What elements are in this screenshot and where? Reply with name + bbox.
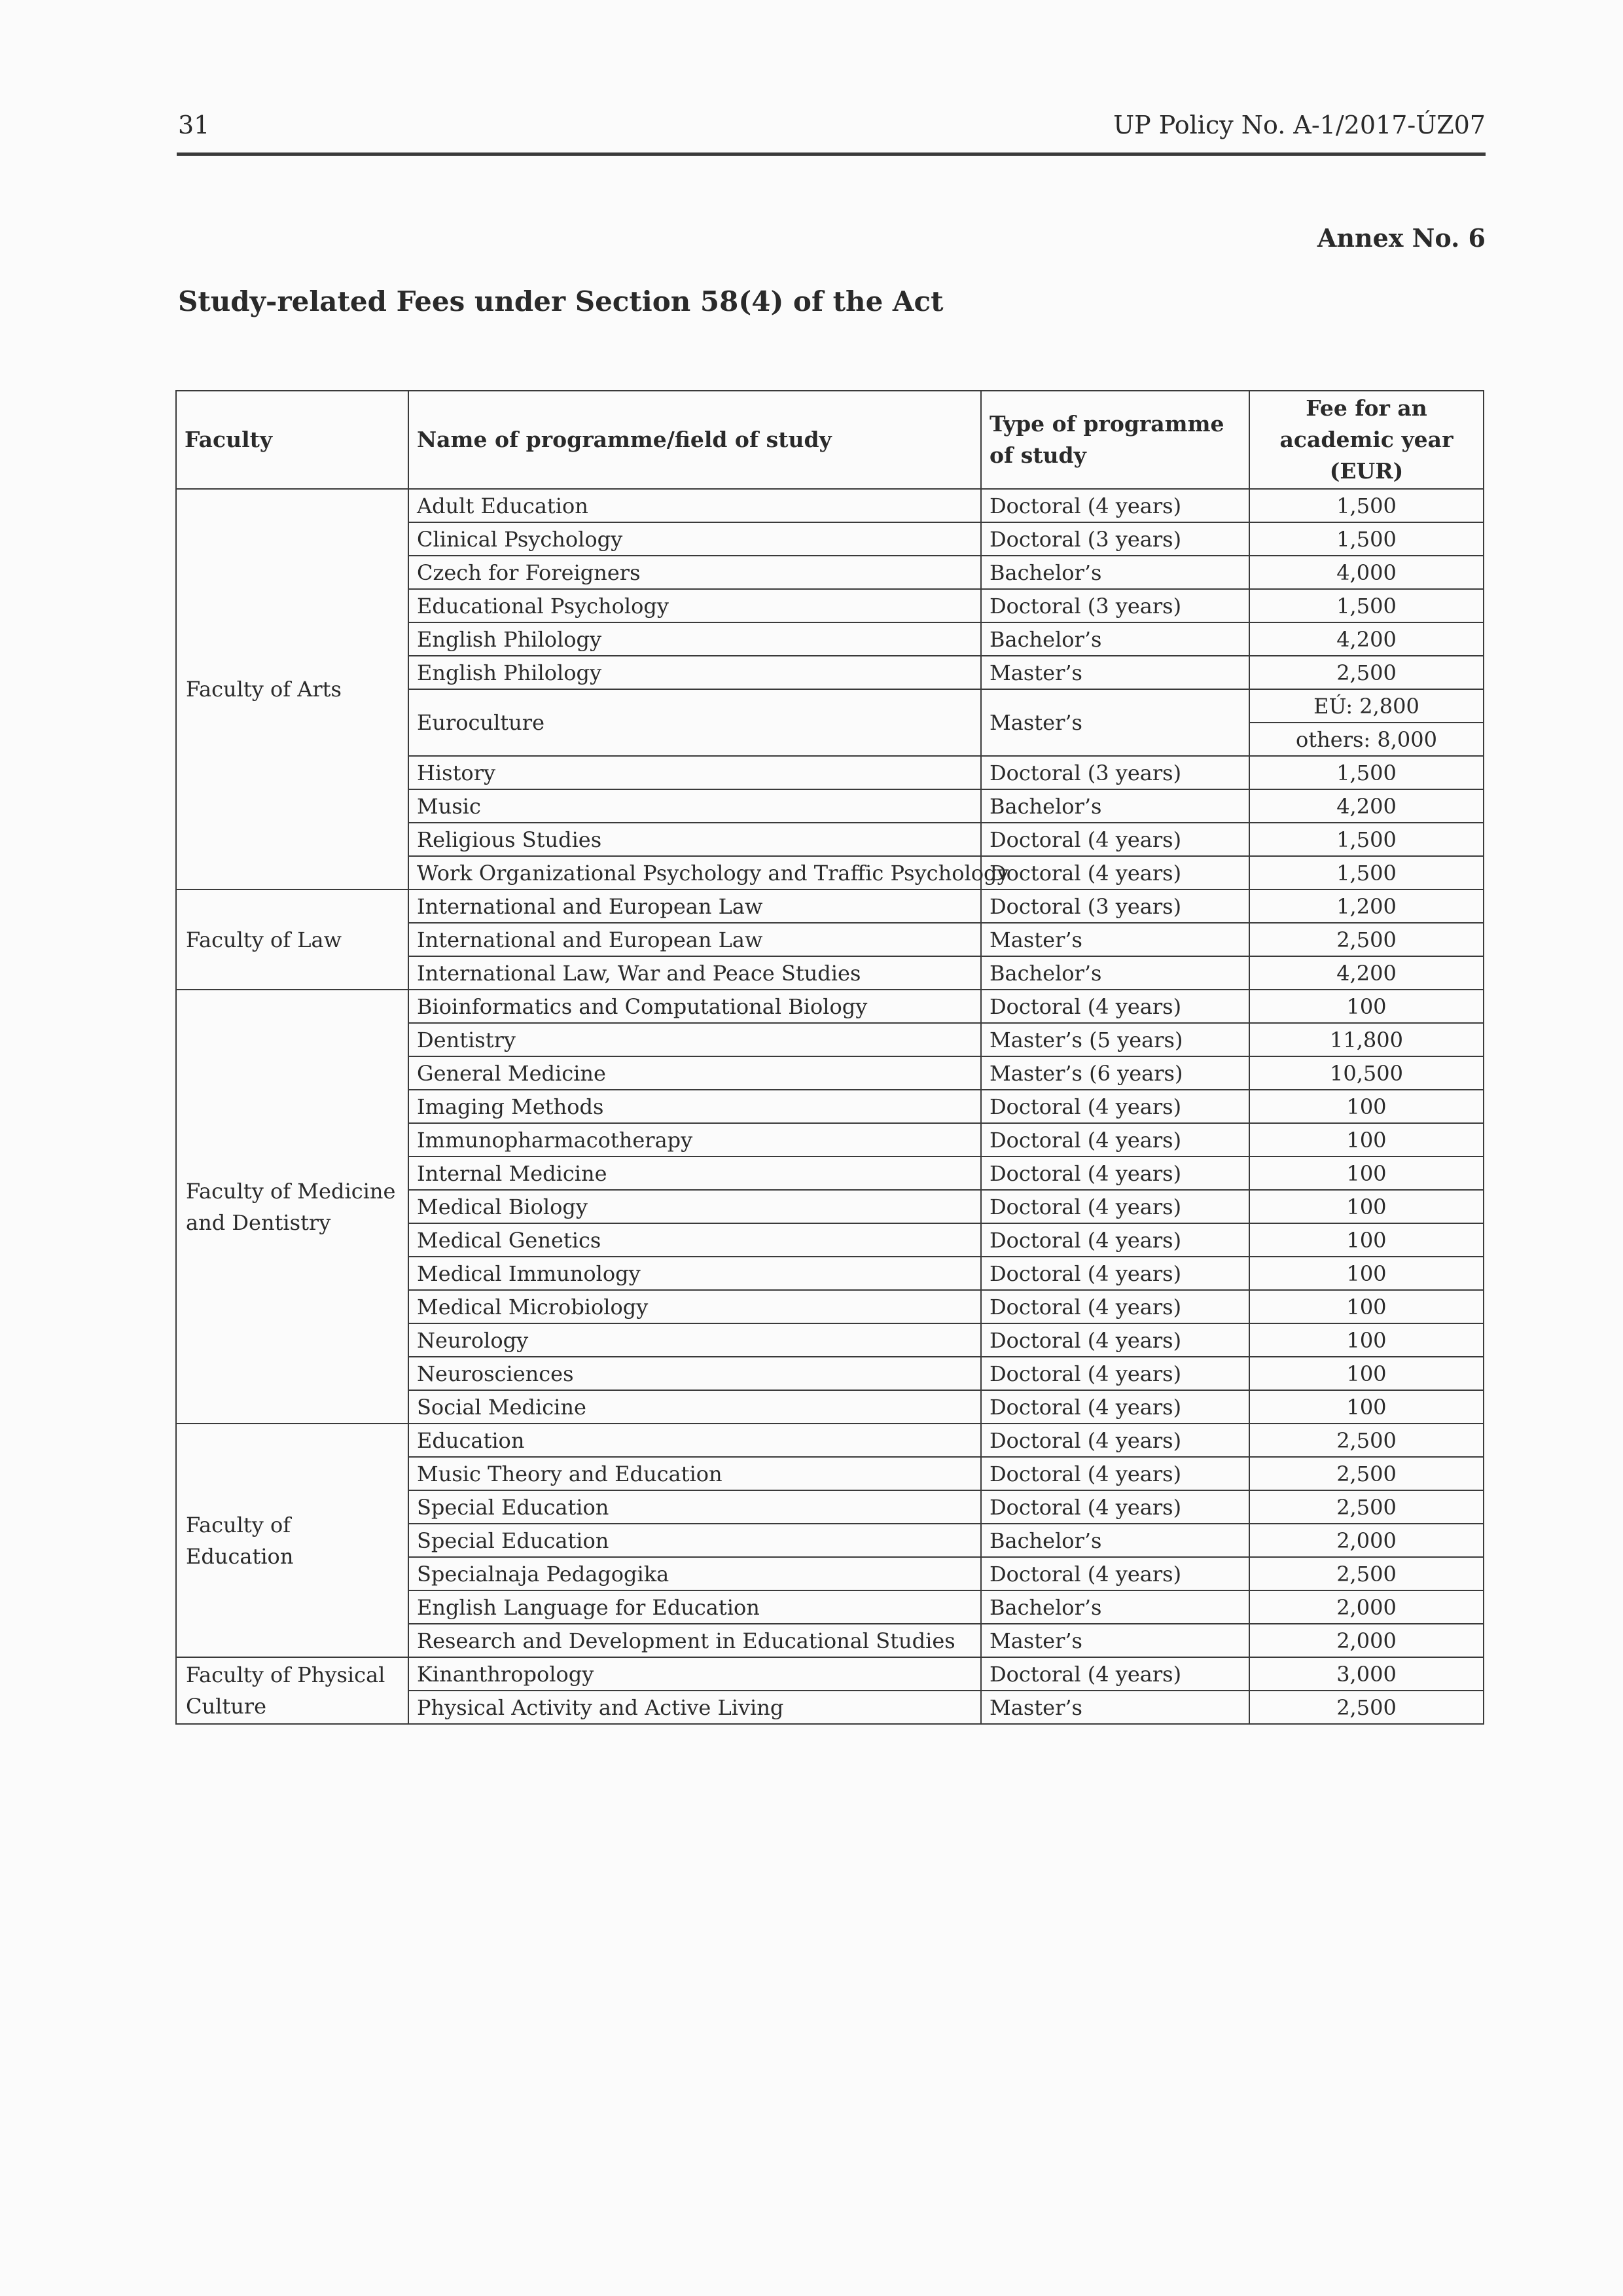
fee-cell: 100	[1249, 990, 1484, 1023]
fee-cell: 100	[1249, 1123, 1484, 1157]
type-cell: Doctoral (3 years)	[981, 889, 1249, 923]
fee-cell: 100	[1249, 1290, 1484, 1323]
faculty-cell: Faculty of Physical Culture	[176, 1657, 408, 1724]
programme-cell: Neurosciences	[408, 1357, 981, 1390]
type-cell: Doctoral (4 years)	[981, 1090, 1249, 1123]
type-cell: Master’s	[981, 1691, 1249, 1724]
programme-cell: Medical Immunology	[408, 1257, 981, 1290]
fee-cell: 1,500	[1249, 589, 1484, 622]
fee-cell: 2,500	[1249, 923, 1484, 956]
fee-cell: 100	[1249, 1090, 1484, 1123]
column-header-faculty: Faculty	[176, 391, 408, 489]
fee-cell: 2,500	[1249, 1457, 1484, 1490]
fee-cell: 100	[1249, 1223, 1484, 1257]
programme-cell: International Law, War and Peace Studies	[408, 956, 981, 990]
fee-cell: 1,500	[1249, 489, 1484, 522]
table-header-row	[176, 391, 1484, 489]
fees-table	[175, 390, 1484, 1725]
programme-cell: Medical Biology	[408, 1190, 981, 1223]
fee-cell: 2,500	[1249, 1691, 1484, 1724]
type-cell: Doctoral (4 years)	[981, 1657, 1249, 1691]
type-cell: Bachelor’s	[981, 956, 1249, 990]
programme-cell: Work Organizational Psychology and Traffic Psychology	[408, 856, 981, 889]
programme-cell: Specialnaja Pedagogika	[408, 1557, 981, 1590]
programme-cell: Clinical Psychology	[408, 522, 981, 556]
fee-cell: 2,500	[1249, 656, 1484, 689]
fee-cell: 3,000	[1249, 1657, 1484, 1691]
fee-cell: 1,500	[1249, 856, 1484, 889]
faculty-cell: Faculty of Law	[176, 889, 408, 990]
table-row	[176, 889, 1484, 923]
programme-cell: Special Education	[408, 1490, 981, 1524]
programme-cell: Kinanthropology	[408, 1657, 981, 1691]
programme-cell: English Language for Education	[408, 1590, 981, 1624]
type-cell: Doctoral (4 years)	[981, 1424, 1249, 1457]
type-cell: Bachelor’s	[981, 1524, 1249, 1557]
programme-cell: Religious Studies	[408, 823, 981, 856]
fee-cell: 100	[1249, 1257, 1484, 1290]
programme-cell: History	[408, 756, 981, 789]
fee-cell: 4,200	[1249, 956, 1484, 990]
type-cell: Doctoral (4 years)	[981, 489, 1249, 522]
table-row	[176, 1424, 1484, 1457]
fee-cell: 100	[1249, 1323, 1484, 1357]
type-cell: Doctoral (4 years)	[981, 1557, 1249, 1590]
programme-cell: Czech for Foreigners	[408, 556, 981, 589]
type-cell: Master’s	[981, 1624, 1249, 1657]
type-cell: Doctoral (4 years)	[981, 1157, 1249, 1190]
fee-cell: 2,500	[1249, 1490, 1484, 1524]
page-title: Study-related Fees under Section 58(4) of the Act	[178, 285, 944, 317]
fee-cell: 100	[1249, 1190, 1484, 1223]
programme-cell: English Philology	[408, 656, 981, 689]
type-cell: Bachelor’s	[981, 622, 1249, 656]
column-header-programme: Name of programme/field of study	[408, 391, 981, 489]
programme-cell: Educational Psychology	[408, 589, 981, 622]
programme-cell: Medical Microbiology	[408, 1290, 981, 1323]
table-row	[176, 1657, 1484, 1691]
programme-cell: Immunopharmacotherapy	[408, 1123, 981, 1157]
fee-cell: 2,500	[1249, 1424, 1484, 1457]
fee-cell-eu: EÚ: 2,800	[1249, 689, 1484, 723]
type-cell: Master’s (5 years)	[981, 1023, 1249, 1056]
programme-cell: Music Theory and Education	[408, 1457, 981, 1490]
fee-cell: 2,500	[1249, 1557, 1484, 1590]
faculty-cell: Faculty of Arts	[176, 489, 408, 889]
faculty-cell: Faculty of Education	[176, 1424, 408, 1657]
fee-cell: 1,500	[1249, 522, 1484, 556]
type-cell: Doctoral (3 years)	[981, 522, 1249, 556]
type-cell: Bachelor’s	[981, 1590, 1249, 1624]
programme-cell: Physical Activity and Active Living	[408, 1691, 981, 1724]
programme-cell: Medical Genetics	[408, 1223, 981, 1257]
fee-cell: 1,500	[1249, 823, 1484, 856]
fee-cell: 1,500	[1249, 756, 1484, 789]
fee-cell: 11,800	[1249, 1023, 1484, 1056]
type-cell: Doctoral (4 years)	[981, 1257, 1249, 1290]
table-row	[176, 990, 1484, 1023]
type-cell: Doctoral (4 years)	[981, 1390, 1249, 1424]
fee-cell: 2,000	[1249, 1524, 1484, 1557]
type-cell: Doctoral (4 years)	[981, 1123, 1249, 1157]
faculty-cell: Faculty of Medicine and Dentistry	[176, 990, 408, 1424]
type-cell: Master’s (6 years)	[981, 1056, 1249, 1090]
fee-cell: 2,000	[1249, 1624, 1484, 1657]
programme-cell: Neurology	[408, 1323, 981, 1357]
type-cell: Doctoral (4 years)	[981, 856, 1249, 889]
programme-cell: English Philology	[408, 622, 981, 656]
type-cell: Doctoral (4 years)	[981, 990, 1249, 1023]
type-cell: Bachelor’s	[981, 556, 1249, 589]
programme-cell: Imaging Methods	[408, 1090, 981, 1123]
programme-cell: General Medicine	[408, 1056, 981, 1090]
column-header-fee: Fee for an academic year (EUR)	[1249, 391, 1484, 489]
programme-cell: Social Medicine	[408, 1390, 981, 1424]
header-divider	[177, 152, 1486, 156]
programme-cell: Bioinformatics and Computational Biology	[408, 990, 981, 1023]
fee-cell: 4,200	[1249, 622, 1484, 656]
fee-cell: 4,000	[1249, 556, 1484, 589]
type-cell: Bachelor’s	[981, 789, 1249, 823]
fee-cell: 2,000	[1249, 1590, 1484, 1624]
type-cell: Doctoral (4 years)	[981, 1290, 1249, 1323]
type-cell: Doctoral (4 years)	[981, 1490, 1249, 1524]
type-cell: Doctoral (4 years)	[981, 1357, 1249, 1390]
type-cell: Doctoral (4 years)	[981, 1323, 1249, 1357]
type-cell: Doctoral (4 years)	[981, 1457, 1249, 1490]
type-cell: Master’s	[981, 923, 1249, 956]
fee-cell: 100	[1249, 1157, 1484, 1190]
programme-cell: Internal Medicine	[408, 1157, 981, 1190]
programme-cell: Music	[408, 789, 981, 823]
type-cell: Doctoral (4 years)	[981, 823, 1249, 856]
programme-cell: Euroculture	[408, 689, 981, 756]
programme-cell: Adult Education	[408, 489, 981, 522]
programme-cell: Education	[408, 1424, 981, 1457]
programme-cell: International and European Law	[408, 923, 981, 956]
programme-cell: International and European Law	[408, 889, 981, 923]
fee-cell: 100	[1249, 1357, 1484, 1390]
programme-cell: Dentistry	[408, 1023, 981, 1056]
type-cell: Master’s	[981, 656, 1249, 689]
type-cell: Doctoral (4 years)	[981, 1190, 1249, 1223]
column-header-type: Type of programme of study	[981, 391, 1249, 489]
fee-cell: 4,200	[1249, 789, 1484, 823]
annex-label: Annex No. 6	[1317, 223, 1486, 253]
programme-cell: Research and Development in Educational Studies	[408, 1624, 981, 1657]
fees-table-body	[176, 489, 1484, 1724]
fee-cell: 100	[1249, 1390, 1484, 1424]
fee-cell-others: others: 8,000	[1249, 723, 1484, 756]
type-cell: Doctoral (3 years)	[981, 589, 1249, 622]
type-cell: Doctoral (3 years)	[981, 756, 1249, 789]
page-number: 31	[178, 111, 210, 139]
fee-cell: 1,200	[1249, 889, 1484, 923]
table-row	[176, 489, 1484, 522]
fee-cell: 10,500	[1249, 1056, 1484, 1090]
programme-cell: Special Education	[408, 1524, 981, 1557]
type-cell: Master’s	[981, 689, 1249, 756]
type-cell: Doctoral (4 years)	[981, 1223, 1249, 1257]
document-reference: UP Policy No. A-1/2017-ÚZ07	[1113, 111, 1486, 139]
